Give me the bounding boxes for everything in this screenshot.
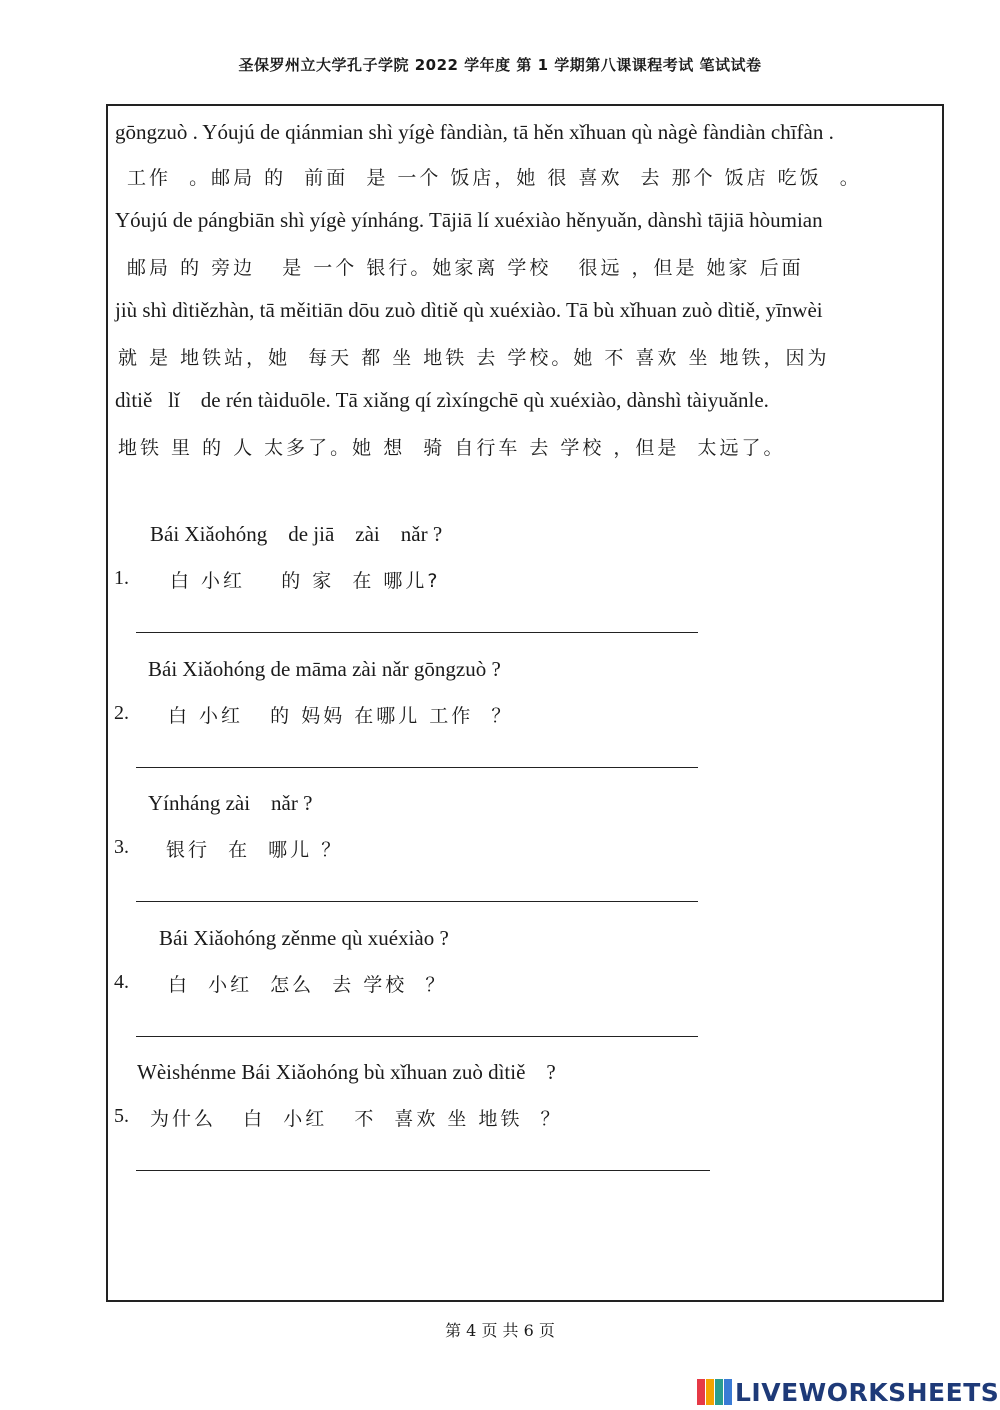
question-hanzi: 白 小红 的 家 在 哪儿?	[170, 570, 441, 592]
question-pinyin: Bái Xiǎohóng de jiā zài nǎr ?	[150, 522, 443, 546]
question-pinyin: Bái Xiǎohóng de māma zài nǎr gōngzuò ?	[148, 657, 501, 681]
page-number: 第 4 页 共 6 页	[445, 1321, 555, 1340]
answer-input-5[interactable]	[136, 1170, 710, 1171]
question-hanzi: 银行 在 哪儿 ？	[166, 839, 344, 861]
question-pinyin: Wèishénme Bái Xiǎohóng bù xǐhuan zuò dìtiě ?	[137, 1060, 556, 1084]
question-hanzi: 为什么 白 小红 不 喜欢 坐 地铁 ？	[150, 1108, 563, 1130]
passage-pinyin-line: jiù shì dìtiězhàn, tā měitiān dōu zuò dìtiě qù xuéxiào. Tā bù xǐhuan zuò dìtiě, yīnwèi	[115, 298, 823, 322]
passage-hanzi-line: 就 是 地铁站，她 每天 都 坐 地铁 去 学校。她 不 喜欢 坐 地铁，因为	[118, 347, 830, 369]
question-number: 1.	[114, 567, 129, 589]
answer-input-4[interactable]	[136, 1036, 698, 1037]
answer-input-1[interactable]	[136, 632, 698, 633]
passage-pinyin-line: dìtiě lǐ de rén tàiduōle. Tā xiǎng qí zìxíngchē qù xuéxiào, dànshì tàiyuǎnle.	[115, 388, 769, 412]
passage-pinyin-line: gōngzuò . Yóujú de qiánmian shì yígè fàndiàn, tā hěn xǐhuan qù nàgè fàndiàn chīfàn .	[115, 120, 834, 144]
question-pinyin: Bái Xiǎohóng zěnme qù xuéxiào ?	[159, 926, 449, 950]
passage-pinyin-line: Yóujú de pángbiān shì yígè yínháng. Tājiā lí xuéxiào hěnyuǎn, dànshì tājiā hòumian	[115, 208, 823, 232]
exam-header: 圣保罗州立大学孔子学院 2022 学年度 第 1 学期第八课课程考试 笔试试卷	[238, 56, 762, 74]
answer-input-3[interactable]	[136, 901, 698, 902]
question-hanzi: 白 小红 怎么 去 学校 ？	[168, 974, 448, 996]
question-number: 5.	[114, 1105, 129, 1127]
question-number: 3.	[114, 836, 129, 858]
passage-hanzi-line: 邮局 的 旁边 是 一个 银行。她家离 学校 很远 ，但是 她家 后面	[118, 257, 804, 279]
answer-input-2[interactable]	[136, 767, 698, 768]
question-pinyin: Yínháng zài nǎr ?	[148, 791, 313, 815]
question-number: 2.	[114, 702, 129, 724]
liveworksheets-logo[interactable]	[697, 1375, 999, 1409]
liveworksheets-wordmark: LIVEWORKSHEETS	[735, 1377, 1000, 1407]
passage-hanzi-line: 工作 。邮局 的 前面 是 一个 饭店，她 很 喜欢 去 那个 饭店 吃饭 。	[118, 167, 862, 189]
passage-hanzi-line: 地铁 里 的 人 太多了。她 想 骑 自行车 去 学校 ，但是 太远了。	[118, 437, 786, 459]
question-hanzi: 白 小红 的 妈妈 在哪儿 工作 ？	[168, 705, 514, 727]
liveworksheets-icon	[697, 1379, 732, 1405]
question-number: 4.	[114, 971, 129, 993]
